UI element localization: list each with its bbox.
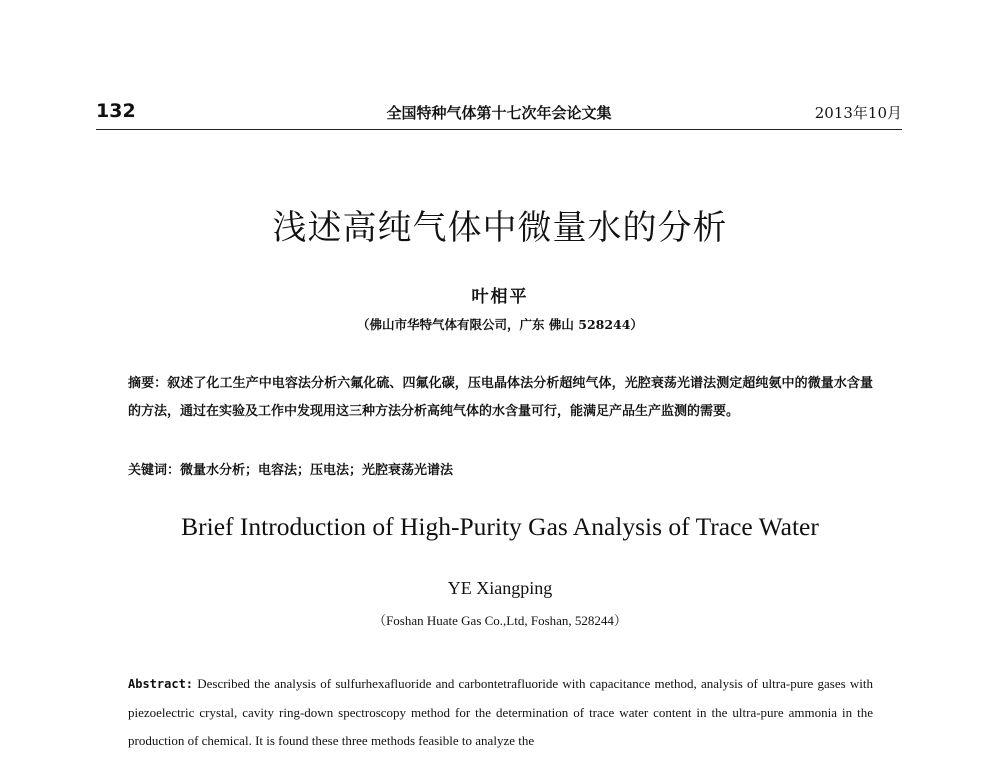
- header-rule: [96, 129, 902, 130]
- journal-title: 全国特种气体第十七次年会论文集: [386, 104, 612, 122]
- publication-date: 2013年10月: [814, 104, 902, 122]
- author-en: YE Xiangping: [447, 578, 553, 598]
- keywords-cn-label: 关键词：: [128, 463, 181, 478]
- paper-title-cn: 浅述高纯气体中微量水的分析: [272, 208, 728, 248]
- page-header: [96, 100, 902, 126]
- keywords-cn-text: 微量水分析；电容法；压电法；光腔衰荡光谱法: [180, 463, 454, 478]
- keywords-cn: [128, 457, 873, 484]
- abstract-cn: [128, 370, 873, 425]
- abstract-en-text: Described the analysis of sulfurhexafluoride and carbontetrafluoride with capacitance method, analysis of ultra-pure gases with piezoelectric crystal, cavity ring-down spectroscopy method for the determination of trace water content in the ultra-pure ammonia in the production of chemical. It is found these three methods feasible to analyze the: [128, 676, 873, 748]
- paper-title-en: Brief Introduction of High-Purity Gas Analysis of Trace Water: [181, 512, 819, 541]
- affiliation-cn: （佛山市华特气体有限公司，广东 佛山 528244）: [357, 317, 643, 332]
- page-number: 132: [96, 100, 136, 122]
- abstract-cn-label: 摘要：: [128, 376, 168, 391]
- abstract-en-label: Abstract:: [128, 677, 194, 691]
- abstract-cn-text: 叙述了化工生产中电容法分析六氟化硫、四氟化碳，压电晶体法分析超纯气体，光腔衰荡光谱法测定超纯氨中的微量水含量的方法，通过在实验及工作中发现用这三种方法分析高纯气体的水含量可行，能满足产品生产监测的需要。: [128, 376, 873, 419]
- affiliation-en: （Foshan Huate Gas Co.,Ltd, Foshan, 528244）: [373, 613, 627, 628]
- abstract-en: [128, 670, 873, 756]
- author-cn: 叶相平: [471, 287, 529, 307]
